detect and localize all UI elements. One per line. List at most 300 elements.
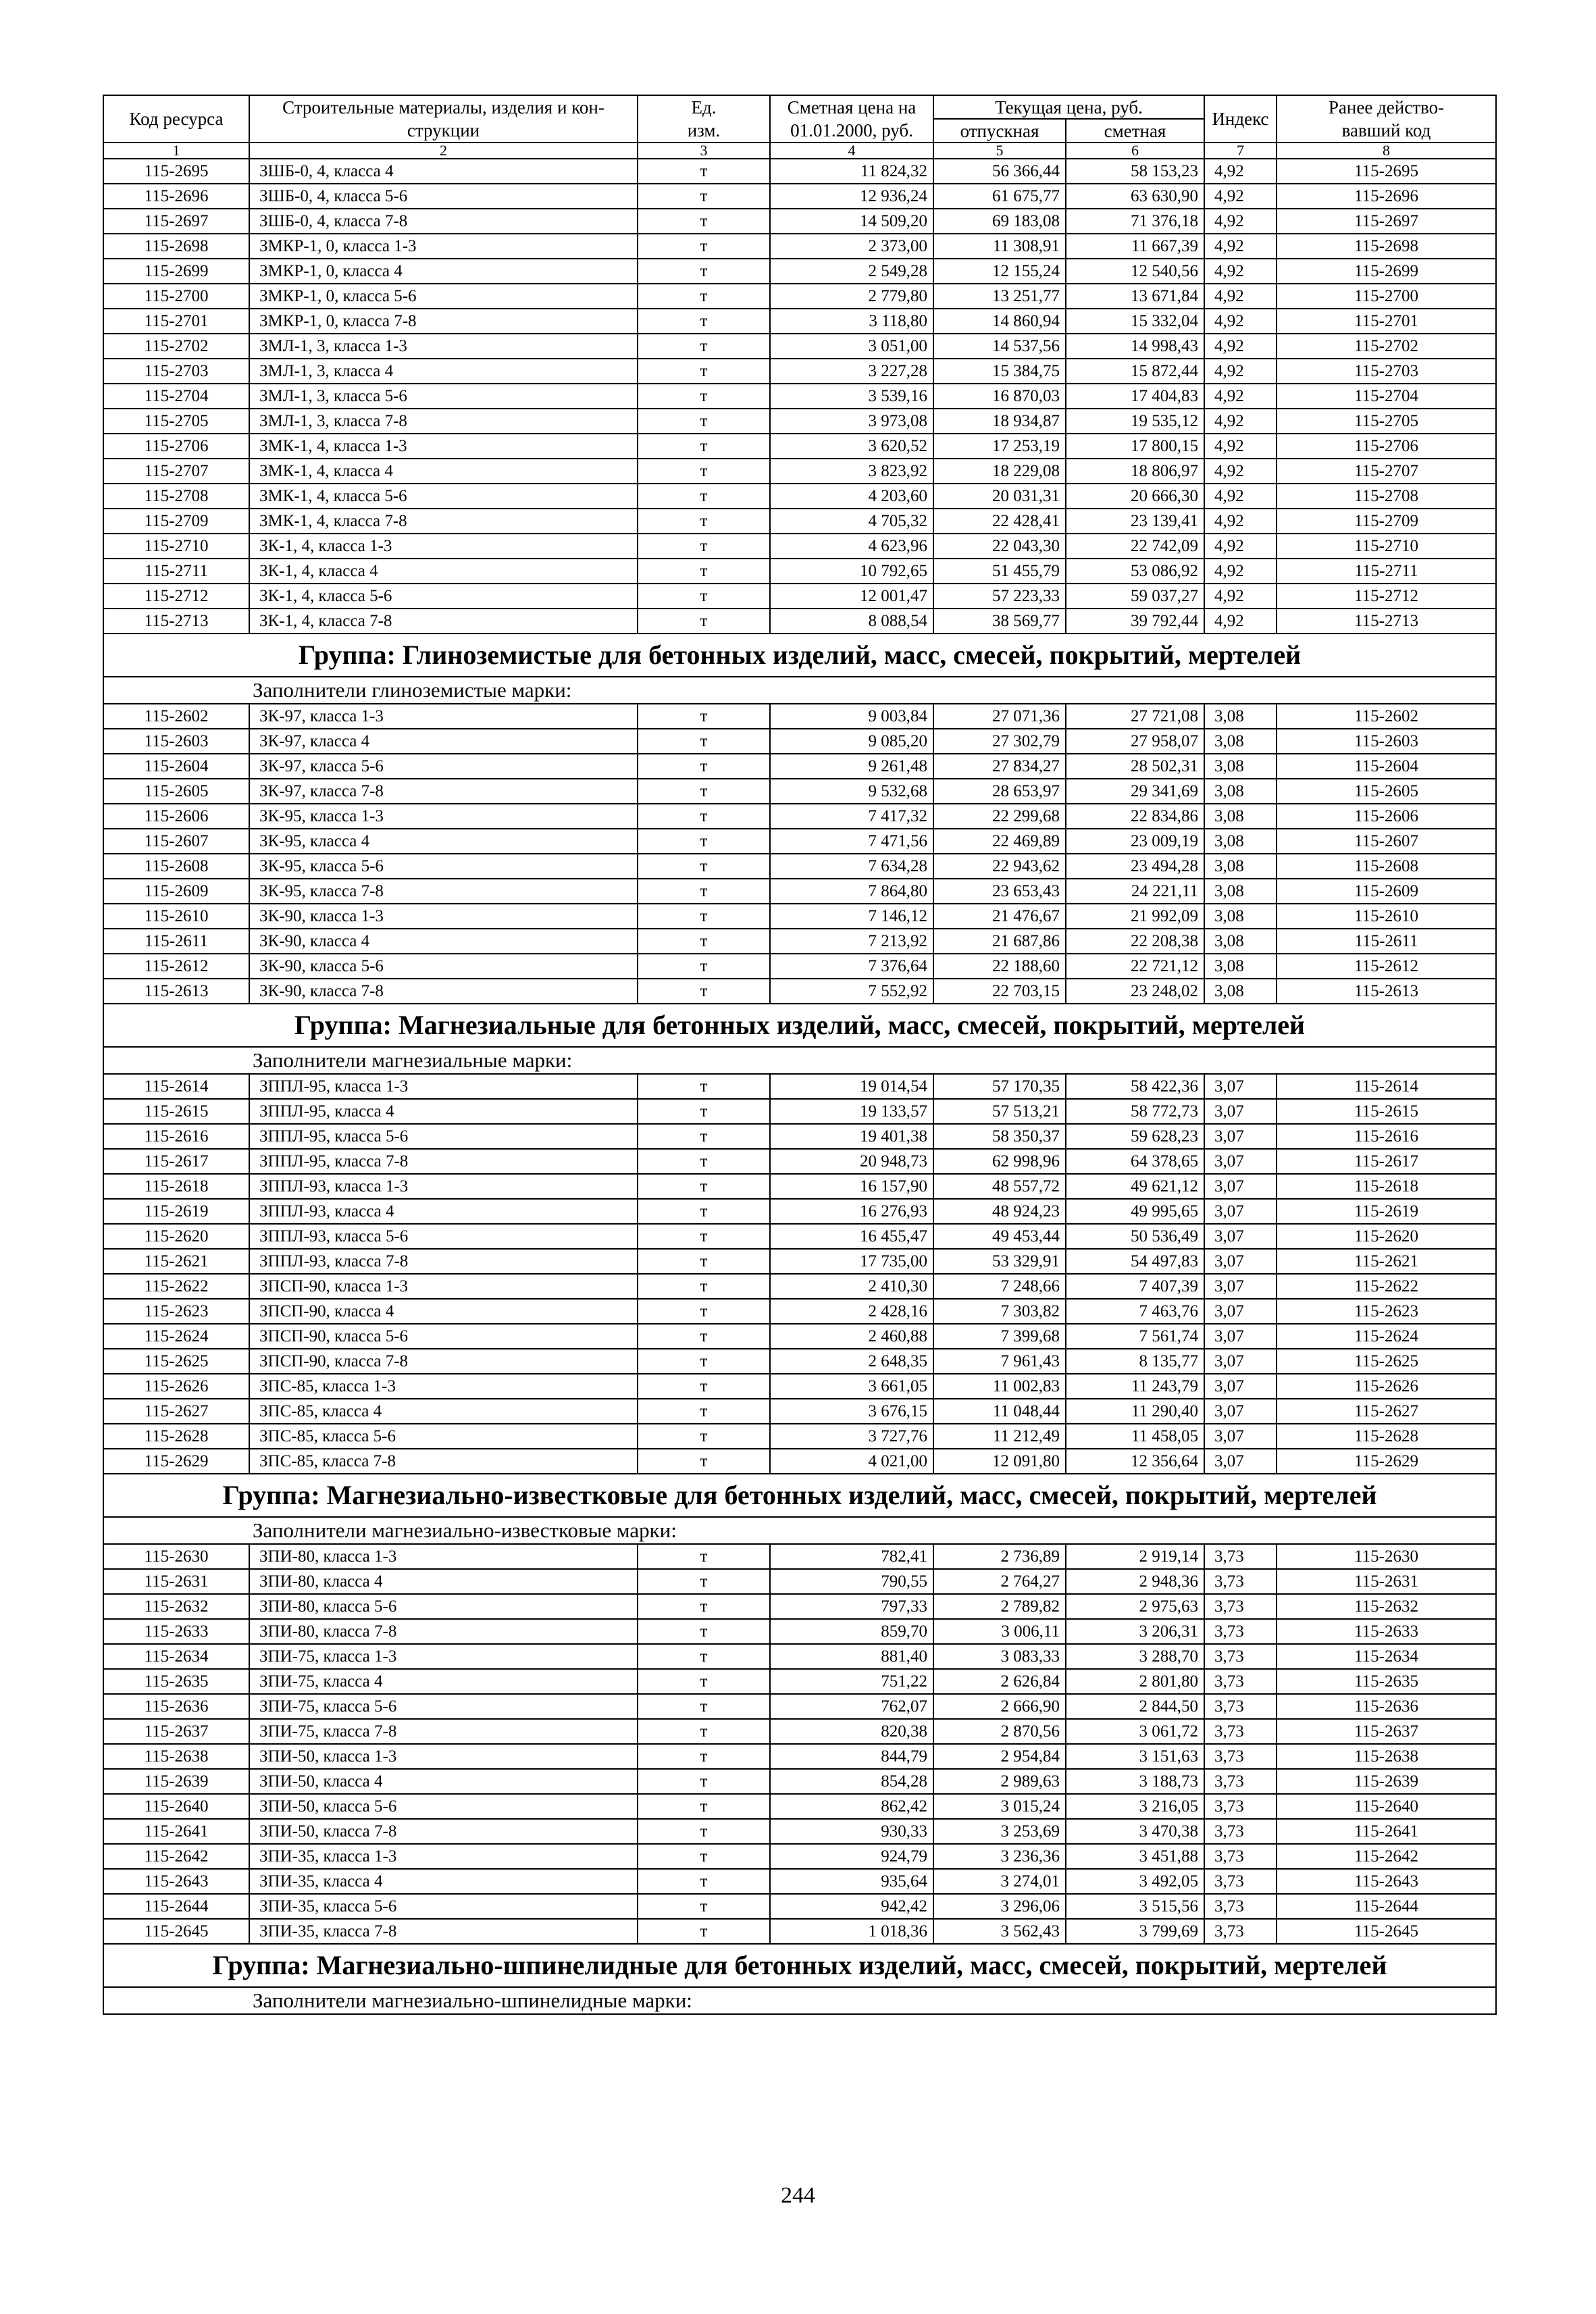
table-row — [103, 729, 1496, 754]
smeta-price: 23 139,41 — [1066, 509, 1204, 534]
resource-code: 115-2615 — [103, 1099, 249, 1124]
price-index: 3,08 — [1204, 729, 1277, 754]
table-row — [103, 1744, 1496, 1769]
material-name: ЗППЛ-93, класса 5-6 — [249, 1224, 638, 1249]
previous-code: 115-2613 — [1277, 979, 1496, 1004]
material-name: ЗПСП-90, класса 7-8 — [249, 1349, 638, 1374]
resource-code: 115-2700 — [103, 284, 249, 309]
resource-code: 115-2609 — [103, 879, 249, 904]
unit: т — [638, 234, 770, 259]
subgroup-heading-row — [103, 677, 1496, 704]
release-price: 18 934,87 — [933, 409, 1066, 434]
table-row — [103, 1099, 1496, 1124]
estimate-price: 854,28 — [770, 1769, 933, 1794]
table-row — [103, 509, 1496, 534]
previous-code: 115-2706 — [1277, 434, 1496, 459]
table-row — [103, 1894, 1496, 1919]
previous-code: 115-2609 — [1277, 879, 1496, 904]
release-price: 16 870,03 — [933, 384, 1066, 409]
price-index: 4,92 — [1204, 584, 1277, 609]
estimate-price: 19 401,38 — [770, 1124, 933, 1149]
release-price: 51 455,79 — [933, 559, 1066, 584]
resource-code: 115-2605 — [103, 779, 249, 804]
estimate-price: 19 014,54 — [770, 1074, 933, 1099]
table-body — [103, 159, 1496, 2014]
release-price: 48 924,23 — [933, 1199, 1066, 1224]
previous-code: 115-2630 — [1277, 1544, 1496, 1569]
smeta-price: 7 407,39 — [1066, 1274, 1204, 1299]
unit: т — [638, 1149, 770, 1174]
release-price: 27 834,27 — [933, 754, 1066, 779]
table-row — [103, 384, 1496, 409]
resource-code: 115-2707 — [103, 459, 249, 484]
previous-code: 115-2700 — [1277, 284, 1496, 309]
smeta-price: 21 992,09 — [1066, 904, 1204, 929]
previous-code: 115-2696 — [1277, 184, 1496, 209]
smeta-price: 2 844,50 — [1066, 1694, 1204, 1719]
header-current-price: Текущая цена, руб. — [933, 95, 1204, 119]
table-row — [103, 804, 1496, 829]
smeta-price: 71 376,18 — [1066, 209, 1204, 234]
unit: т — [638, 1224, 770, 1249]
previous-code: 115-2705 — [1277, 409, 1496, 434]
estimate-price: 2 410,30 — [770, 1274, 933, 1299]
release-price: 21 687,86 — [933, 929, 1066, 954]
previous-code: 115-2633 — [1277, 1619, 1496, 1644]
estimate-price: 7 376,64 — [770, 954, 933, 979]
previous-code: 115-2610 — [1277, 904, 1496, 929]
price-index: 3,73 — [1204, 1919, 1277, 1944]
previous-code: 115-2602 — [1277, 704, 1496, 729]
estimate-price: 8 088,54 — [770, 609, 933, 634]
table-row — [103, 209, 1496, 234]
resource-code: 115-2610 — [103, 904, 249, 929]
resource-code: 115-2642 — [103, 1844, 249, 1869]
material-name: ЗПСП-90, класса 1-3 — [249, 1274, 638, 1299]
unit: т — [638, 1399, 770, 1424]
unit: т — [638, 1424, 770, 1449]
previous-code: 115-2643 — [1277, 1869, 1496, 1894]
smeta-price: 11 290,40 — [1066, 1399, 1204, 1424]
previous-code: 115-2635 — [1277, 1669, 1496, 1694]
price-index: 3,73 — [1204, 1719, 1277, 1744]
table-row — [103, 1149, 1496, 1174]
previous-code: 115-2618 — [1277, 1174, 1496, 1199]
smeta-price: 49 621,12 — [1066, 1174, 1204, 1199]
smeta-price: 3 151,63 — [1066, 1744, 1204, 1769]
estimate-price: 1 018,36 — [770, 1919, 933, 1944]
material-name: ЗПС-85, класса 5-6 — [249, 1424, 638, 1449]
estimate-price: 9 261,48 — [770, 754, 933, 779]
table-row — [103, 1869, 1496, 1894]
price-index: 3,73 — [1204, 1619, 1277, 1644]
unit: т — [638, 1174, 770, 1199]
price-index: 3,07 — [1204, 1124, 1277, 1149]
material-name: ЗПС-85, класса 1-3 — [249, 1374, 638, 1399]
unit: т — [638, 1349, 770, 1374]
table-row — [103, 1844, 1496, 1869]
table-header — [103, 95, 1496, 159]
table-row — [103, 1644, 1496, 1669]
release-price: 3 296,06 — [933, 1894, 1066, 1919]
material-name: ЗПИ-80, класса 1-3 — [249, 1544, 638, 1569]
column-number: 6 — [1066, 143, 1204, 159]
release-price: 58 350,37 — [933, 1124, 1066, 1149]
smeta-price: 58 422,36 — [1066, 1074, 1204, 1099]
previous-code: 115-2626 — [1277, 1374, 1496, 1399]
release-price: 3 562,43 — [933, 1919, 1066, 1944]
table-row — [103, 459, 1496, 484]
estimate-price: 3 973,08 — [770, 409, 933, 434]
release-price: 7 248,66 — [933, 1274, 1066, 1299]
table-row — [103, 1249, 1496, 1274]
previous-code: 115-2641 — [1277, 1819, 1496, 1844]
resource-code: 115-2632 — [103, 1594, 249, 1619]
price-index: 3,08 — [1204, 879, 1277, 904]
release-price: 57 170,35 — [933, 1074, 1066, 1099]
unit: т — [638, 829, 770, 854]
unit: т — [638, 309, 770, 334]
header-code: Код ресурса — [103, 95, 249, 143]
release-price: 27 071,36 — [933, 704, 1066, 729]
price-index: 3,73 — [1204, 1869, 1277, 1894]
price-index: 3,73 — [1204, 1544, 1277, 1569]
estimate-price: 17 735,00 — [770, 1249, 933, 1274]
price-index: 3,07 — [1204, 1424, 1277, 1449]
smeta-price: 2 801,80 — [1066, 1669, 1204, 1694]
price-index: 3,73 — [1204, 1669, 1277, 1694]
smeta-price: 7 561,74 — [1066, 1324, 1204, 1349]
release-price: 49 453,44 — [933, 1224, 1066, 1249]
material-name: ЗПИ-35, класса 4 — [249, 1869, 638, 1894]
release-price: 7 303,82 — [933, 1299, 1066, 1324]
estimate-price: 11 824,32 — [770, 159, 933, 184]
table-row — [103, 1694, 1496, 1719]
release-price: 2 626,84 — [933, 1669, 1066, 1694]
smeta-price: 3 216,05 — [1066, 1794, 1204, 1819]
previous-code: 115-2605 — [1277, 779, 1496, 804]
unit: т — [638, 779, 770, 804]
material-name: ЗПСП-90, класса 4 — [249, 1299, 638, 1324]
unit: т — [638, 1274, 770, 1299]
group-heading: Группа: Глиноземистые для бетонных изделий, масс, смесей, покрытий, мертелей — [103, 634, 1496, 677]
table-row — [103, 559, 1496, 584]
material-name: ЗК-1, 4, класса 5-6 — [249, 584, 638, 609]
price-index: 3,07 — [1204, 1299, 1277, 1324]
previous-code: 115-2699 — [1277, 259, 1496, 284]
table-row — [103, 1399, 1496, 1424]
material-name: ЗПИ-75, класса 1-3 — [249, 1644, 638, 1669]
resource-code: 115-2621 — [103, 1249, 249, 1274]
smeta-price: 22 742,09 — [1066, 534, 1204, 559]
release-price: 57 223,33 — [933, 584, 1066, 609]
material-name: ЗК-1, 4, класса 4 — [249, 559, 638, 584]
material-name: ЗППЛ-95, класса 1-3 — [249, 1074, 638, 1099]
estimate-price: 7 634,28 — [770, 854, 933, 879]
header-index: Индекс — [1204, 95, 1277, 143]
smeta-price: 23 009,19 — [1066, 829, 1204, 854]
resource-code: 115-2710 — [103, 534, 249, 559]
group-heading-row — [103, 1944, 1496, 1987]
price-index: 3,08 — [1204, 954, 1277, 979]
smeta-price: 54 497,83 — [1066, 1249, 1204, 1274]
unit: т — [638, 1619, 770, 1644]
price-index: 4,92 — [1204, 259, 1277, 284]
resource-code: 115-2630 — [103, 1544, 249, 1569]
table-row — [103, 334, 1496, 359]
resource-code: 115-2634 — [103, 1644, 249, 1669]
group-heading-row — [103, 1474, 1496, 1517]
previous-code: 115-2642 — [1277, 1844, 1496, 1869]
price-index: 3,73 — [1204, 1594, 1277, 1619]
price-index: 4,92 — [1204, 184, 1277, 209]
previous-code: 115-2629 — [1277, 1449, 1496, 1474]
smeta-price: 23 248,02 — [1066, 979, 1204, 1004]
release-price: 11 002,83 — [933, 1374, 1066, 1399]
previous-code: 115-2625 — [1277, 1349, 1496, 1374]
previous-code: 115-2617 — [1277, 1149, 1496, 1174]
table-row — [103, 259, 1496, 284]
resource-code: 115-2612 — [103, 954, 249, 979]
material-name: ЗК-97, класса 4 — [249, 729, 638, 754]
release-price: 62 998,96 — [933, 1149, 1066, 1174]
price-index: 3,08 — [1204, 754, 1277, 779]
estimate-price: 2 428,16 — [770, 1299, 933, 1324]
unit: т — [638, 184, 770, 209]
price-index: 3,73 — [1204, 1794, 1277, 1819]
smeta-price: 27 721,08 — [1066, 704, 1204, 729]
resource-code: 115-2640 — [103, 1794, 249, 1819]
release-price: 11 048,44 — [933, 1399, 1066, 1424]
release-price: 13 251,77 — [933, 284, 1066, 309]
group-heading: Группа: Магнезиально-шпинелидные для бетонных изделий, масс, смесей, покрытий, мертелей — [103, 1944, 1496, 1987]
previous-code: 115-2608 — [1277, 854, 1496, 879]
previous-code: 115-2645 — [1277, 1919, 1496, 1944]
header-previous-code: Ранее действо- вавший код — [1277, 95, 1496, 143]
column-number: 4 — [770, 143, 933, 159]
subgroup-heading: Заполнители магнезиально-известковые марки: — [103, 1517, 1496, 1544]
price-index: 4,92 — [1204, 484, 1277, 509]
price-index: 3,08 — [1204, 779, 1277, 804]
header-release-price: отпускная — [933, 119, 1066, 143]
table-row — [103, 904, 1496, 929]
table-row — [103, 1594, 1496, 1619]
table-row — [103, 484, 1496, 509]
material-name: ЗПИ-50, класса 4 — [249, 1769, 638, 1794]
column-number: 2 — [249, 143, 638, 159]
release-price: 22 428,41 — [933, 509, 1066, 534]
estimate-price: 942,42 — [770, 1894, 933, 1919]
table-row — [103, 584, 1496, 609]
material-name: ЗМЛ-1, 3, класса 5-6 — [249, 384, 638, 409]
material-name: ЗК-95, класса 5-6 — [249, 854, 638, 879]
estimate-price: 14 509,20 — [770, 209, 933, 234]
price-index: 3,07 — [1204, 1349, 1277, 1374]
price-index: 3,07 — [1204, 1224, 1277, 1249]
release-price: 15 384,75 — [933, 359, 1066, 384]
smeta-price: 22 208,38 — [1066, 929, 1204, 954]
price-index: 3,07 — [1204, 1174, 1277, 1199]
previous-code: 115-2636 — [1277, 1694, 1496, 1719]
release-price: 18 229,08 — [933, 459, 1066, 484]
smeta-price: 22 834,86 — [1066, 804, 1204, 829]
smeta-price: 24 221,11 — [1066, 879, 1204, 904]
material-name: ЗМЛ-1, 3, класса 1-3 — [249, 334, 638, 359]
release-price: 11 212,49 — [933, 1424, 1066, 1449]
table-row — [103, 1274, 1496, 1299]
smeta-price: 18 806,97 — [1066, 459, 1204, 484]
subgroup-heading-row — [103, 1517, 1496, 1544]
smeta-price: 12 356,64 — [1066, 1449, 1204, 1474]
price-index: 4,92 — [1204, 359, 1277, 384]
resource-code: 115-2697 — [103, 209, 249, 234]
resource-code: 115-2641 — [103, 1819, 249, 1844]
resource-code: 115-2643 — [103, 1869, 249, 1894]
unit: т — [638, 904, 770, 929]
price-index: 3,08 — [1204, 854, 1277, 879]
material-name: ЗК-1, 4, класса 7-8 — [249, 609, 638, 634]
resource-code: 115-2619 — [103, 1199, 249, 1224]
release-price: 48 557,72 — [933, 1174, 1066, 1199]
table-row — [103, 434, 1496, 459]
table-row — [103, 1224, 1496, 1249]
smeta-price: 3 451,88 — [1066, 1844, 1204, 1869]
release-price: 61 675,77 — [933, 184, 1066, 209]
resource-code: 115-2614 — [103, 1074, 249, 1099]
smeta-price: 8 135,77 — [1066, 1349, 1204, 1374]
unit: т — [638, 879, 770, 904]
resource-code: 115-2712 — [103, 584, 249, 609]
unit: т — [638, 384, 770, 409]
estimate-price: 16 157,90 — [770, 1174, 933, 1199]
table-row — [103, 1544, 1496, 1569]
previous-code: 115-2638 — [1277, 1744, 1496, 1769]
release-price: 11 308,91 — [933, 234, 1066, 259]
release-price: 7 399,68 — [933, 1324, 1066, 1349]
resource-code: 115-2704 — [103, 384, 249, 409]
smeta-price: 17 800,15 — [1066, 434, 1204, 459]
release-price: 2 870,56 — [933, 1719, 1066, 1744]
smeta-price: 49 995,65 — [1066, 1199, 1204, 1224]
smeta-price: 12 540,56 — [1066, 259, 1204, 284]
estimate-price: 3 823,92 — [770, 459, 933, 484]
previous-code: 115-2612 — [1277, 954, 1496, 979]
estimate-price: 790,55 — [770, 1569, 933, 1594]
table-row — [103, 359, 1496, 384]
material-name: ЗПИ-35, класса 5-6 — [249, 1894, 638, 1919]
table-row — [103, 1374, 1496, 1399]
estimate-price: 881,40 — [770, 1644, 933, 1669]
unit: т — [638, 1569, 770, 1594]
unit: т — [638, 979, 770, 1004]
smeta-price: 2 919,14 — [1066, 1544, 1204, 1569]
resource-code: 115-2623 — [103, 1299, 249, 1324]
release-price: 2 954,84 — [933, 1744, 1066, 1769]
table-row — [103, 1074, 1496, 1099]
smeta-price: 64 378,65 — [1066, 1149, 1204, 1174]
previous-code: 115-2640 — [1277, 1794, 1496, 1819]
previous-code: 115-2628 — [1277, 1424, 1496, 1449]
release-price: 7 961,43 — [933, 1349, 1066, 1374]
price-index: 3,73 — [1204, 1569, 1277, 1594]
price-index: 4,92 — [1204, 459, 1277, 484]
smeta-price: 15 872,44 — [1066, 359, 1204, 384]
estimate-price: 20 948,73 — [770, 1149, 933, 1174]
material-name: ЗППЛ-93, класса 1-3 — [249, 1174, 638, 1199]
estimate-price: 3 118,80 — [770, 309, 933, 334]
table-row — [103, 954, 1496, 979]
unit: т — [638, 929, 770, 954]
previous-code: 115-2611 — [1277, 929, 1496, 954]
estimate-price: 2 460,88 — [770, 1324, 933, 1349]
material-name: ЗМКР-1, 0, класса 5-6 — [249, 284, 638, 309]
table-row — [103, 854, 1496, 879]
estimate-price: 862,42 — [770, 1794, 933, 1819]
unit: т — [638, 159, 770, 184]
estimate-price: 2 373,00 — [770, 234, 933, 259]
material-name: ЗШБ-0, 4, класса 7-8 — [249, 209, 638, 234]
estimate-price: 16 276,93 — [770, 1199, 933, 1224]
material-name: ЗПСП-90, класса 5-6 — [249, 1324, 638, 1349]
material-name: ЗК-95, класса 1-3 — [249, 804, 638, 829]
release-price: 3 083,33 — [933, 1644, 1066, 1669]
material-name: ЗК-95, класса 7-8 — [249, 879, 638, 904]
table-row — [103, 1424, 1496, 1449]
smeta-price: 2 975,63 — [1066, 1594, 1204, 1619]
unit: т — [638, 259, 770, 284]
smeta-price: 53 086,92 — [1066, 559, 1204, 584]
release-price: 3 006,11 — [933, 1619, 1066, 1644]
resource-code: 115-2703 — [103, 359, 249, 384]
previous-code: 115-2710 — [1277, 534, 1496, 559]
price-index: 3,07 — [1204, 1249, 1277, 1274]
smeta-price: 3 799,69 — [1066, 1919, 1204, 1944]
price-index: 3,73 — [1204, 1819, 1277, 1844]
smeta-price: 58 153,23 — [1066, 159, 1204, 184]
previous-code: 115-2616 — [1277, 1124, 1496, 1149]
price-index: 3,07 — [1204, 1449, 1277, 1474]
unit: т — [638, 584, 770, 609]
previous-code: 115-2637 — [1277, 1719, 1496, 1744]
table-row — [103, 159, 1496, 184]
table-row — [103, 1324, 1496, 1349]
table-row — [103, 1569, 1496, 1594]
resource-code: 115-2708 — [103, 484, 249, 509]
smeta-price: 39 792,44 — [1066, 609, 1204, 634]
header-smeta-price: сметная — [1066, 119, 1204, 143]
release-price: 3 253,69 — [933, 1819, 1066, 1844]
price-index: 3,73 — [1204, 1644, 1277, 1669]
unit: т — [638, 1844, 770, 1869]
release-price: 14 860,94 — [933, 309, 1066, 334]
price-index: 3,08 — [1204, 704, 1277, 729]
estimate-price: 751,22 — [770, 1669, 933, 1694]
table-row — [103, 234, 1496, 259]
table-row — [103, 1349, 1496, 1374]
resource-code: 115-2696 — [103, 184, 249, 209]
unit: т — [638, 854, 770, 879]
resource-code: 115-2613 — [103, 979, 249, 1004]
unit: т — [638, 1694, 770, 1719]
smeta-price: 20 666,30 — [1066, 484, 1204, 509]
table-row — [103, 1794, 1496, 1819]
header-unit: Ед. изм. — [638, 95, 770, 143]
material-name: ЗПС-85, класса 7-8 — [249, 1449, 638, 1474]
unit: т — [638, 284, 770, 309]
estimate-price: 7 146,12 — [770, 904, 933, 929]
material-name: ЗМЛ-1, 3, класса 4 — [249, 359, 638, 384]
resource-code: 115-2624 — [103, 1324, 249, 1349]
